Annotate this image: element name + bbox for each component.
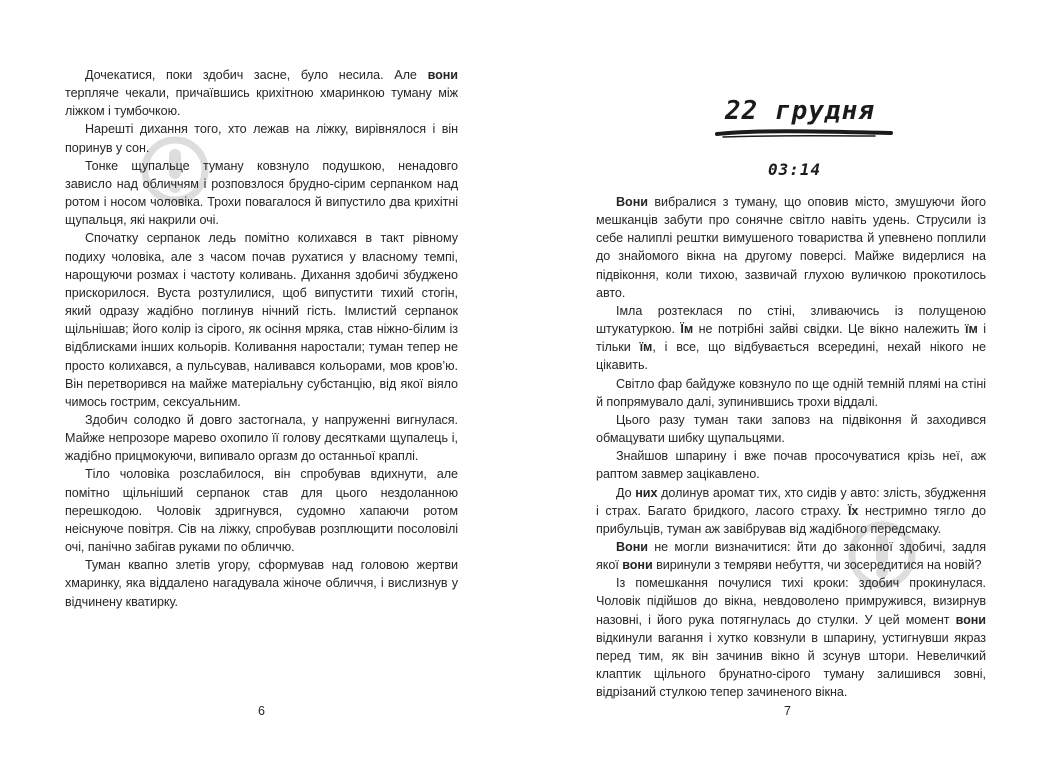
paragraph <box>65 229 458 411</box>
text-run: нестримно тягло до прибульців, туман аж завібрував від жадібного передсмаку. <box>596 503 986 536</box>
bold-pronoun: них <box>635 485 658 500</box>
bold-pronoun: вони <box>622 558 653 573</box>
text-run: Спочатку серпанок ледь помітно колихався в такт рівному подиху чоловіка, але з часом почав рухатися у власному темпі, нарощуючи розмах і частоту коливань. Дихання здобичі збуджено прискорилося. Вуста розтулилися, щоб випустити тихий стогін, який одразу жадібно поглинув нічний гість. Імлистий серпанок щільнішав; його колір із сірого, як осіння мряка, став ніжно-білим із відблисками інших кольорів. Коливання наростали; туман тепер не просто колихався, а пульсував, наливався кольорами, мов кров’ю. Він перетворився на майже матеріальну субстанцію, від якої віяло чимось гострим, сексуальним. <box>65 231 458 409</box>
right-page-text <box>596 193 986 701</box>
text-run: Знайшов шпарину і вже почав просочуватися крізь неї, аж раптом завмер зацікавлено. <box>596 449 986 482</box>
text-run: Нарешті дихання того, хто лежав на ліжку, вирівнялося і він поринув у сон. <box>65 122 458 155</box>
text-run: долинув аромат тих, хто сидів у авто: злість, збудження і страх. Багато бридкого, ласого страху. <box>596 485 986 518</box>
bold-pronoun: їм <box>964 322 978 337</box>
paragraph <box>65 120 458 156</box>
paragraph <box>596 411 986 447</box>
date-underline-stroke <box>715 128 895 140</box>
paragraph <box>596 193 986 302</box>
text-run: вибралися з туману, що оповив місто, змушуючи його мешканців забути про сонячне світло навіть удень. Струсили із себе налиплі рештки вимушеного товариства й упевнено поплили до знайомого вікна на другому поверсі. Майже видерлися на підвіконня, коли тихою, зазвичай глухою вуличкою прокотилось авто. <box>596 195 986 300</box>
text-run: Туман квапно злетів угору, сформував над головою жертви хмаринку, яка віддалено нагадувала жіноче обличчя, і вислизнув у відчинену кватирку. <box>65 558 458 609</box>
text-run: не могли визначитися: йти до законної здобичі, задля якої <box>596 539 986 573</box>
paragraph <box>65 556 458 610</box>
chapter-time: 03:14 <box>768 160 822 179</box>
left-page-text <box>65 66 458 611</box>
paragraph <box>596 574 986 701</box>
paragraph <box>596 538 986 574</box>
text-run: і тільки <box>596 322 986 355</box>
paragraph <box>596 375 986 411</box>
page-number-right: 7 <box>784 704 791 718</box>
text-run: не потрібні зайві свідки. Це вікно належить <box>693 322 965 337</box>
bold-pronoun: їм <box>639 340 653 355</box>
bold-pronoun: вони <box>955 612 986 627</box>
paragraph <box>596 302 986 375</box>
text-run: Цього разу туман таки заповз на підвіконня й заходився обмацувати шибку щупальцями. <box>596 412 986 446</box>
text-run: Дочекатися, поки здобич засне, було несила. Але <box>85 68 428 82</box>
text-run: терпляче чекали, причаївшись крихітною хмаринкою туману між ліжком і тумбочкою. <box>65 86 458 119</box>
text-run: До <box>616 485 636 500</box>
paragraph <box>65 465 458 556</box>
text-run: Тіло чоловіка розслабилося, він спробував вдихнути, але помітно щільніший серпанок став для цього нездоланною перешкодою. Чоловік здригнувся, судомно хапаючи ротом неіснуюче повітря. Сів на ліжку, спробував розплющити посоловілі очі, панічно забігав руками по обличчю. <box>65 467 458 555</box>
chapter-date: 22 грудня <box>725 96 875 126</box>
text-run: виринули з темряви небуття, чи зосередитися на новій? <box>652 558 982 573</box>
right-page <box>525 0 1050 761</box>
bold-pronoun: Їх <box>847 503 859 518</box>
text-run: , і все, що відбувається всередині, нехай нікого не цікавить. <box>596 340 986 373</box>
text-run: Із помешкання почулися тихі кроки: здобич прокинулася. Чоловік підійшов до вікна, невдоволено примружився, визирнув назовні, і його рука потягнулась до стулки. У цей момент <box>596 576 986 627</box>
paragraph <box>65 66 458 120</box>
bold-pronoun: Їм <box>680 322 694 337</box>
text-run: Тонке щупальце туману ковзнуло подушкою, ненадовго зависло над обличчям і розповзлося брудно-сірим серпанком над ротом і носом чоловіка. Трохи повагалося й випустило два крихітні щупальця, які накрили очі. <box>65 158 458 228</box>
bold-pronoun: Вони <box>616 195 648 209</box>
text-run: Здобич солодко й довго застогнала, у напруженні вигнулася. Майже непрозоре марево охопило її голову десятками щупалець і, жадібно прицмокуючи, випивало оргазм до останньої краплі. <box>65 412 458 464</box>
text-run: Світло фар байдуже ковзнуло по ще одній темній плямі на стіні й попрямувало далі, зупинившись трохи віддалі. <box>596 376 986 409</box>
text-run: Імла розтеклася по стіні, зливаючись із полущеною штукатуркою. <box>596 303 986 337</box>
paragraph <box>65 411 458 465</box>
bold-pronoun: вони <box>427 68 458 82</box>
page-number-left: 6 <box>258 704 265 718</box>
paragraph <box>65 157 458 230</box>
bold-pronoun: Вони <box>616 539 648 554</box>
text-run: відкинули вагання і хутко ковзнули в шпарину, устигнувши якраз перед тим, як він зачинив вікно й зсунув штори. Невеличкий клаптик щільного брунатно-сірого туману залишився зовні, відрізаний стулкою тепер зачиненого вікна. <box>596 630 986 700</box>
paragraph <box>596 447 986 483</box>
paragraph <box>596 484 986 538</box>
